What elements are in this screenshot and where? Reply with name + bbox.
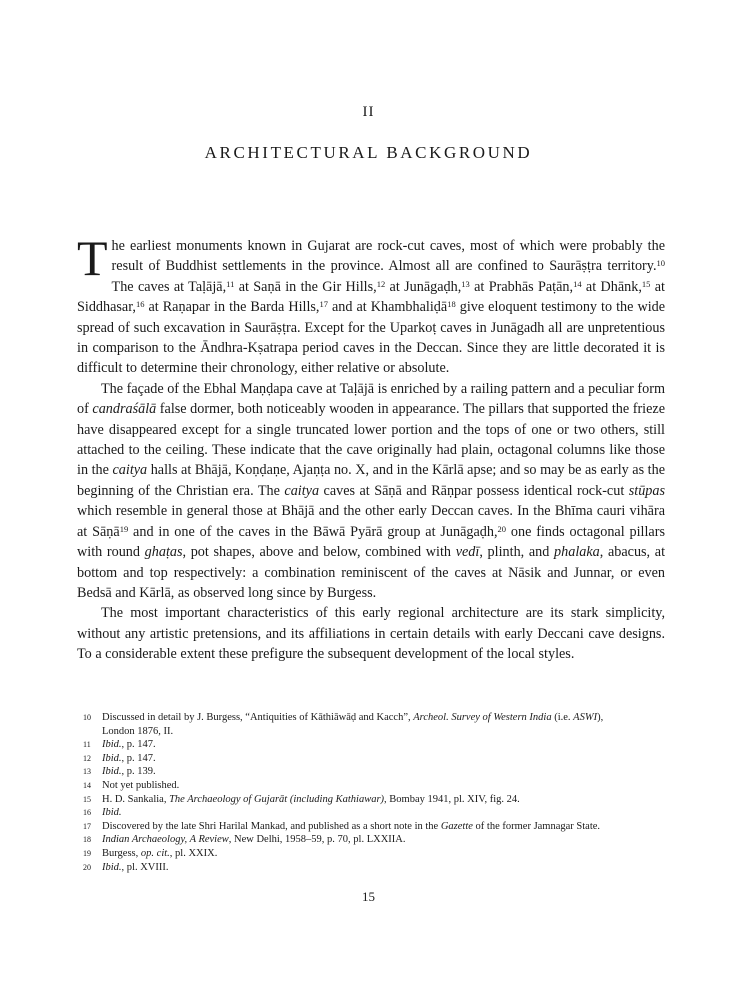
footnote-italic: Ibid. [102,861,122,873]
italic-term: stūpas [628,482,665,499]
footnote-text: (i.e. [551,712,574,723]
text-run: he earliest monuments known in Gujarat are rock-cut caves, most of which were probably the result of Buddhist settlements in the province. Almost all are confined to Saurāṣṭra territory. [111,238,665,275]
footnote-italic: ASWI [573,712,598,723]
footnote-marker: 16 [135,299,145,310]
footnote-marker: 10 [656,258,665,269]
footnote-italic: Gazette [440,820,473,832]
text-run: The caves at Taḷājā, [111,278,227,295]
footnote-text: H. D. Sankalia, [102,793,170,805]
footnote-text: , p. 147. [121,739,156,751]
body-text [77,230,666,665]
footnote-number: 13 [83,767,91,777]
italic-term: caitya [112,462,148,479]
footnote-marker: 20 [497,523,507,534]
footnote-text: of the former Jamnagar State. [472,820,601,832]
text-run: The façade of the Ebhal Maṇḍapa cave at Taḷājā is enriched by a railing pattern and a peculiar form of [77,380,665,418]
footnote-marker: 18 [447,299,456,310]
footnote-number: 12 [83,753,91,763]
footnote-text: , pl. XXIX. [169,847,218,859]
footnote-text: , p. 147. [121,752,156,764]
drop-cap: T [77,230,108,286]
text-run: halls at Bhājā, Koṇḍaṇe, Ajaṇṭa no. X, and in the Kārlā apse; and so may be as early as the beginning of the Christian era. The [77,462,665,499]
footnote-text: Burgess, [102,847,141,859]
footnote-marker: 11 [226,278,235,289]
italic-term: candraśālā [92,401,157,418]
footnote-number: 19 [83,848,91,858]
page-number: 15 [362,889,375,904]
footnote-number: 17 [83,821,91,831]
italic-term: ghaṭas [144,544,183,561]
paragraph-1 [77,230,666,379]
text-run: , pot shapes, above and below, combined with [182,544,456,561]
footnote-number: 11 [83,740,91,750]
footnote [83,861,673,875]
footnote [83,711,673,738]
text-run: at Junāgaḍh, [385,278,462,295]
text-run: at Raṇapar in the Barda Hills, [144,299,320,316]
footnote-text: , p. 139. [121,766,156,778]
footnote-text: , pl. XVIII. [121,861,169,873]
footnote [83,820,673,834]
footnote-marker: 14 [573,278,582,289]
text-run: give eloquent testimony to the wide spread of such excavation in Saurāṣṭra. Except for the Uparkoṭ caves in Junāgadh all are unpretentious in comparison to the Āndhra-Kṣatrapa period caves in the Deccan. Since they are little decorated it is difficult to determine their chronology, either relative or absolute. [77,299,666,377]
footnote-continuation: London 1876, II. [102,725,174,737]
footnote-italic: Ibid. [102,739,122,751]
paragraph-2 [77,379,665,603]
footnote-italic: Ibid. [102,766,122,778]
chapter-title: ARCHITECTURAL BACKGROUND [204,143,533,162]
footnote-text: , Bombay 1941, pl. XIV, fig. 24. [384,793,520,805]
footnote-italic: The Archaeology of Gujarāt (including Kathiawar) [169,793,385,805]
footnote [83,806,673,820]
footnote [83,752,673,766]
footnote-marker: 15 [641,278,651,289]
footnote-italic: Ibid. [102,807,122,819]
paragraph-3: The most important characteristics of this early regional architecture are its stark simplicity, without any artistic pretensions, and its affiliations in certain details with early Deccani cave designs. To a considerable extent these prefigure the subsequent development of the local styles. [77,605,665,663]
footnote [83,779,673,793]
footnote [83,833,673,847]
footnote-marker: 12 [376,278,386,289]
footnote-marker: 19 [119,523,129,534]
footnote-marker: 17 [319,299,328,310]
footnote-italic: Archeol. Survey of Western India [413,712,552,723]
footnote-text: ), [597,712,604,723]
text-run: at Prabhās Paṭān, [469,278,574,295]
italic-term: caitya [284,482,320,499]
italic-term: vedī [455,544,480,561]
footnote-italic: op. cit. [140,847,170,859]
footnote [83,765,673,779]
chapter-number: II [362,104,375,120]
footnote [83,847,673,861]
footnote [83,793,673,807]
text-run: at Siddhasar, [77,278,665,316]
footnote-italic: Ibid. [102,752,122,764]
footnote-number: 18 [83,835,91,845]
footnote-text: Not yet published. [102,779,180,791]
footnote-number: 14 [83,780,91,790]
text-run: and at Khambhaliḍā [327,299,448,316]
footnote-italic: Indian Archaeology, A Review [102,834,229,846]
text-run: one finds octagonal pillars with round [77,523,665,561]
footnote-number: 16 [83,808,91,818]
footnote-text: , New Delhi, 1958–59, p. 70, pl. LXXIIA. [228,834,406,846]
footnote-number: 15 [83,794,91,804]
text-run: and in one of the caves in the Bāwā Pyārā group at Junāgaḍh, [128,523,498,540]
italic-term: phalaka [554,544,600,561]
text-run: at Saṇā in the Gir Hills, [234,278,377,295]
text-run: caves at Sāṇā and Rāṇpar possess identical rock-cut [319,482,629,499]
footnote [83,738,673,752]
text-run: false dormer, both noticeably wooden in appearance. The pillars that supported the frieze have disappeared except for a single truncated lower portion and the tops of one or two others, still attached to the ceiling. These indicate that the cave originally had plain, octagonal columns like those in the [77,401,665,479]
text-run: , plinth, and [479,544,555,561]
text-run: , abacus, at bottom and top respectively: a combination reminiscent of the caves at Nāsik and Junnar, or even Bedsā and Kārlā, as observed long since by Burgess. [77,544,666,601]
text-run: at Dhānk, [581,278,642,295]
footnote-number: 10 [83,713,91,722]
footnote-marker: 13 [461,278,470,289]
footnote-number: 20 [83,862,91,872]
footnote-text: Discovered by the late Shri Harilal Mankad, and published as a short note in the [102,820,441,832]
text-run: which resemble in general those at Bhājā and the other early Deccan caves. In the Bhīma cauri vihāra at Sāṇā [77,503,665,540]
footnote-text: Discussed in detail by J. Burgess, “Antiquities of Kāthiāwāḍ and Kacch”, [102,712,414,723]
footnotes [83,711,673,874]
